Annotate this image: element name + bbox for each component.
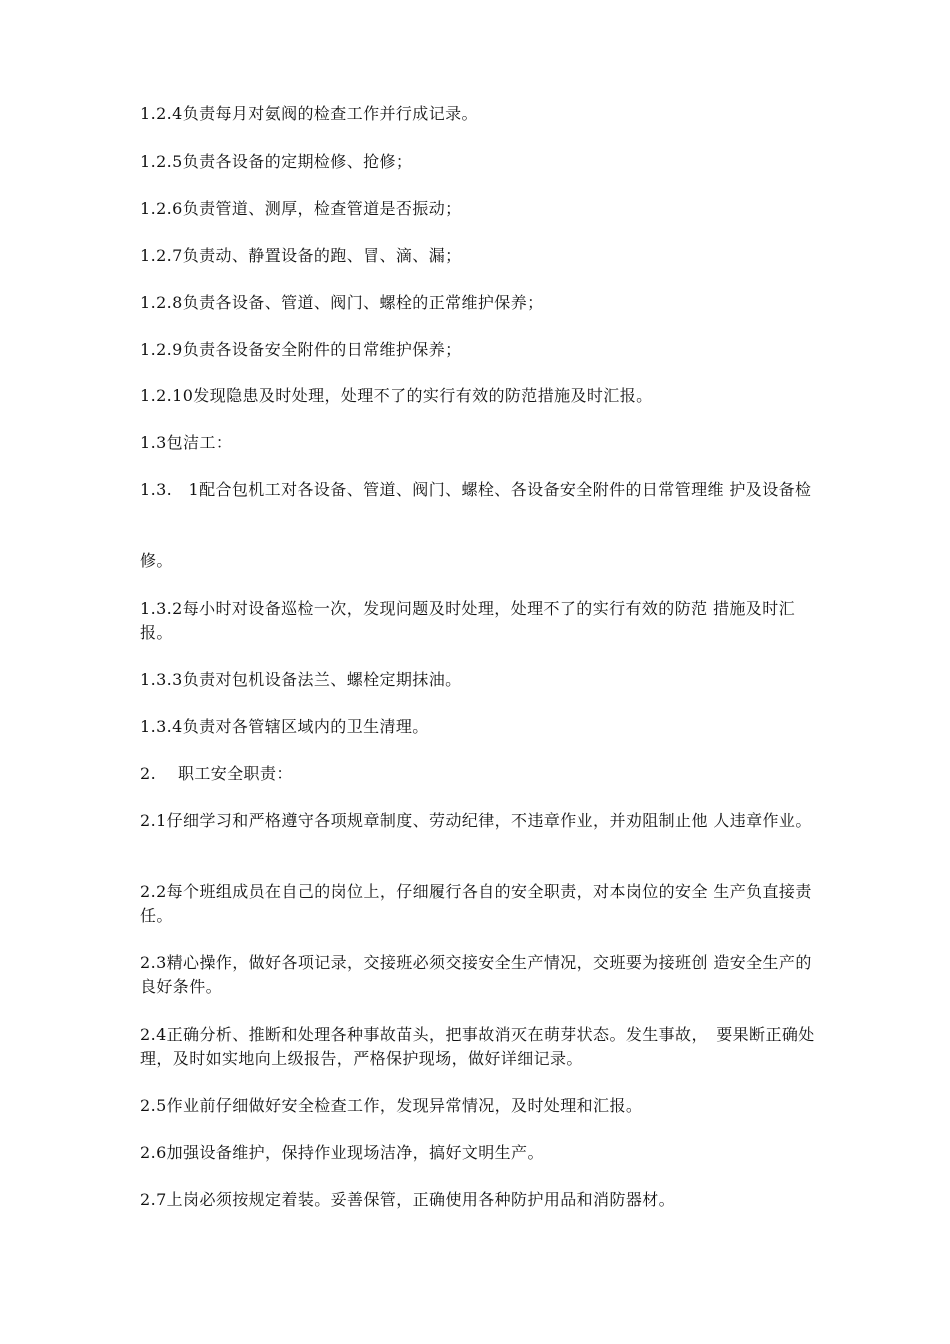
paragraph-2-6: 2.6加强设备维护，保持作业现场洁净，搞好文明生产。 [140, 1143, 544, 1162]
paragraph-1-3-2: 1.3.2每小时对设备巡检一次，发现问题及时处理，处理不了的实行有效的防范 措施及时汇报。 [140, 599, 795, 642]
heading-1-3: 1.3包洁工： [140, 433, 233, 452]
paragraph-2-7: 2.7上岗必须按规定着装。妥善保管，正确使用各种防护用品和消防器材。 [140, 1190, 676, 1209]
paragraph-2-2: 2.2每个班组成员在自己的岗位上，仔细履行各自的安全职责，对本岗位的安全 生产负直接责任。 [140, 882, 812, 925]
paragraph-1-3-1-continued: 修。 [140, 551, 173, 570]
heading-2: 2. 职工安全职责： [140, 764, 293, 783]
paragraph-1-2-5: 1.2.5负责各设备的定期检修、抢修； [140, 152, 413, 171]
paragraph-1-2-10: 1.2.10发现隐患及时处理，处理不了的实行有效的防范措施及时汇报。 [140, 386, 653, 405]
paragraph-2-4: 2.4正确分析、推断和处理各种事故苗头，把事故消灭在萌芽状态。发生事故， 要果断正确处理，及时如实地向上级报告，严格保护现场，做好详细记录。 [140, 1025, 815, 1068]
paragraph-1-2-9: 1.2.9负责各设备安全附件的日常维护保养； [140, 340, 462, 359]
paragraph-2-3: 2.3精心操作，做好各项记录，交接班必须交接安全生产情况，交班要为接班创 造安全生产的良好条件。 [140, 953, 812, 996]
paragraph-1-3-1: 1.3. 1配合包机工对各设备、管道、阀门、螺栓、各设备安全附件的日常管理维 护及设备检 [140, 480, 812, 499]
paragraph-2-1: 2.1仔细学习和严格遵守各项规章制度、劳动纪律，不违章作业，并劝阻制止他 人违章作业。 [140, 811, 812, 830]
paragraph-1-3-4: 1.3.4负责对各管辖区域内的卫生清理。 [140, 717, 429, 736]
paragraph-1-2-8: 1.2.8负责各设备、管道、阀门、螺栓的正常维护保养； [140, 293, 544, 312]
paragraph-1-3-3: 1.3.3负责对包机设备法兰、螺栓定期抹油。 [140, 670, 462, 689]
paragraph-1-2-7: 1.2.7负责动、静置设备的跑、冒、滴、漏； [140, 246, 462, 265]
paragraph-2-5: 2.5作业前仔细做好安全检查工作，发现异常情况，及时处理和汇报。 [140, 1096, 643, 1115]
paragraph-1-2-6: 1.2.6负责管道、测厚，检查管道是否振动； [140, 199, 462, 218]
paragraph-1-2-4: 1.2.4负责每月对氨阀的检查工作并行成记录。 [140, 104, 478, 123]
